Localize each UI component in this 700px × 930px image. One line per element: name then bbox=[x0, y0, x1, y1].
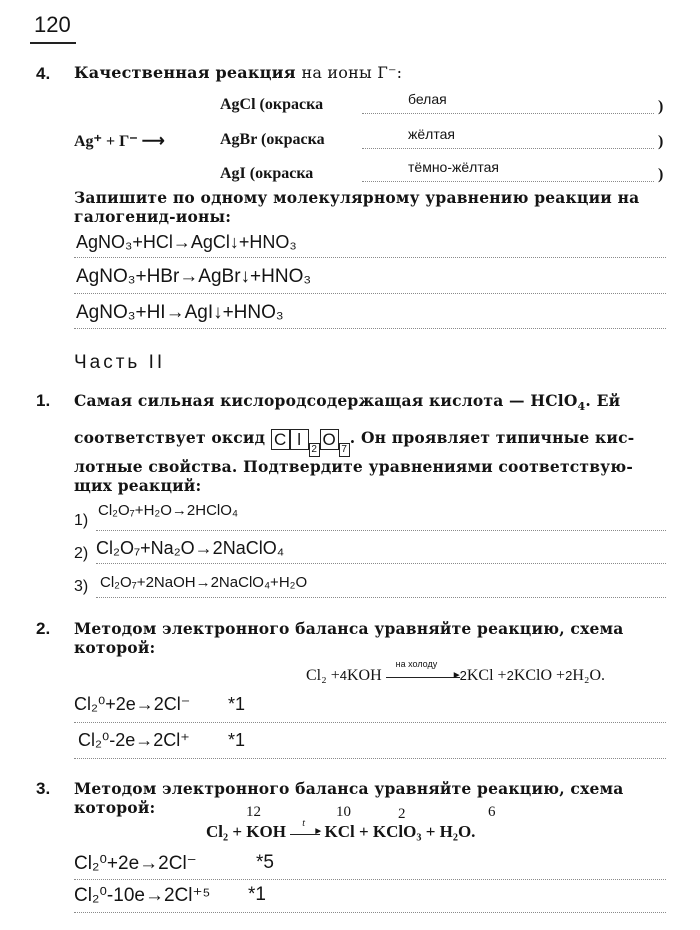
q3-balance-2-eq: Cl₂⁰-10e→2Cl⁺⁵ bbox=[74, 885, 211, 906]
q1-item2-eq: Cl₂O₇+Na₂O→2NaClO₄ bbox=[96, 538, 285, 558]
q2-line2: которой: bbox=[74, 638, 156, 657]
q1-item3-eq: Cl₂O₇+2NaOH→2NaClO₄+H₂O bbox=[100, 574, 308, 591]
q1-item2-num: 2) bbox=[74, 545, 89, 562]
q3-rule-2 bbox=[74, 912, 666, 913]
oxide-box-l: l bbox=[290, 429, 309, 450]
task4-instruction-1: Запишите по одному молекулярному уравнению реакции на bbox=[74, 188, 640, 207]
q2-line1: Методом электронного баланса уравняйте реакцию, схема bbox=[74, 619, 624, 638]
q3-balance-1-mult: *5 bbox=[256, 852, 274, 873]
q2-equation: Cl₂ +4KOH на холоду ► 2KCl +2KClO +2H₂O. bbox=[306, 658, 605, 684]
product-agbr: AgBr (окраска bbox=[220, 131, 325, 148]
q2-rule-2 bbox=[74, 758, 666, 759]
answer-agi: тёмно-жёлтая bbox=[408, 159, 499, 175]
q3-balance-2-mult: *1 bbox=[248, 884, 266, 905]
task4-heading bbox=[74, 63, 402, 82]
rule-3 bbox=[74, 328, 666, 329]
q2-coef3: 2 bbox=[506, 668, 514, 683]
q1-rule-2 bbox=[96, 563, 666, 564]
q3-coef-koh: 12 bbox=[246, 804, 261, 820]
q1-item1-num: 1) bbox=[74, 512, 89, 529]
q1-line1: Самая сильная кислородсодержащая кислота — HClO$_4$. Ей bbox=[74, 391, 621, 414]
task4-number: 4. bbox=[36, 64, 51, 83]
page-number: 120 bbox=[34, 12, 71, 37]
answer-agcl: белая bbox=[408, 91, 447, 107]
oxide-box-C: C bbox=[271, 429, 290, 450]
q3-arrow: t ► bbox=[290, 832, 320, 835]
task4-heading-bold: Качественная реакция bbox=[74, 63, 296, 82]
q3-coef-kcl: 10 bbox=[336, 804, 351, 820]
product-agi: AgI (окраска bbox=[220, 165, 314, 182]
q2-rule-1 bbox=[74, 722, 666, 723]
q3-line2: которой: bbox=[74, 798, 156, 817]
answer-line-2: AgNO₃+HBr→AgBr↓+HNO₃ bbox=[76, 266, 312, 287]
q2-arrow-label: на холоду bbox=[395, 658, 438, 669]
q1-line2 bbox=[74, 428, 634, 457]
q2-coef2: 2 bbox=[459, 668, 467, 683]
q3-line1: Методом электронного баланса уравняйте реакцию, схема bbox=[74, 779, 624, 798]
q2-balance-1-eq: Cl₂⁰+2e→2Cl⁻ bbox=[74, 694, 191, 714]
rule-1 bbox=[74, 257, 666, 258]
q1-item3-num: 3) bbox=[74, 578, 89, 595]
q1-item1-eq: Cl₂O₇+H₂O→2HClO₄ bbox=[98, 502, 239, 519]
part2-title: Часть II bbox=[74, 352, 166, 373]
task4-heading-rest: на ионы Г⁻: bbox=[301, 63, 403, 82]
close-agbr: ) bbox=[658, 133, 664, 150]
q3-balance-1-eq: Cl₂⁰+2e→2Cl⁻ bbox=[74, 853, 197, 874]
q3-coef-kclo3: 2 bbox=[398, 806, 406, 822]
answer-line-3: AgNO₃+HI→AgI↓+HNO₃ bbox=[76, 302, 284, 323]
q2-coef4: 2 bbox=[565, 668, 573, 683]
product-agcl: AgCl (окраска bbox=[220, 96, 324, 113]
task4-instruction-2: галогенид-ионы: bbox=[74, 207, 232, 226]
q2-arrow: на холоду ► bbox=[386, 675, 460, 678]
q2-balance-1-mult: *1 bbox=[228, 694, 246, 714]
q3-equation: Cl₂ + KOH t ► KCl + KClO₃ + H₂O. bbox=[206, 817, 476, 841]
q1-line2-end: . Он проявляет типичные кис- bbox=[349, 428, 635, 447]
page-number-underline bbox=[30, 42, 76, 44]
reaction-left: Ag⁺ + Г⁻ ⟶ bbox=[74, 133, 165, 150]
q3-coef-h2o: 6 bbox=[488, 804, 496, 820]
oxide-box-sub2: 2 bbox=[309, 443, 320, 457]
close-agcl: ) bbox=[658, 98, 664, 115]
answer-agbr: жёлтая bbox=[408, 126, 455, 142]
q2-balance-2-mult: *1 bbox=[228, 730, 246, 750]
q3-rule-1 bbox=[74, 879, 666, 880]
q2-number: 2. bbox=[36, 619, 51, 638]
rule-2 bbox=[74, 293, 666, 294]
q1-number: 1. bbox=[36, 391, 51, 410]
answer-line-1: AgNO₃+HCl→AgCl↓+HNO₃ bbox=[76, 232, 297, 252]
q1-line1-sub: 4 bbox=[577, 400, 586, 414]
q1-line4: щих реакций: bbox=[74, 476, 202, 495]
q1-line2-start: соответствует оксид bbox=[74, 428, 266, 447]
q2-balance-2-eq: Cl₂⁰-2e→2Cl⁺ bbox=[78, 730, 190, 750]
oxide-box-O: O bbox=[320, 429, 339, 450]
oxide-box-sub7: 7 bbox=[339, 443, 350, 457]
answer-line-agi bbox=[362, 181, 654, 182]
q1-rule-3 bbox=[96, 597, 666, 598]
q3-arrow-label: t bbox=[302, 817, 305, 829]
q3-number: 3. bbox=[36, 779, 51, 798]
q2-coef1: 4 bbox=[339, 668, 347, 683]
answer-line-agbr bbox=[362, 148, 654, 149]
q1-rule-1 bbox=[96, 530, 666, 531]
answer-line-agcl bbox=[362, 113, 654, 114]
close-agi: ) bbox=[658, 166, 664, 183]
q1-line3: лотные свойства. Подтвердите уравнениями соответствую- bbox=[74, 457, 634, 476]
